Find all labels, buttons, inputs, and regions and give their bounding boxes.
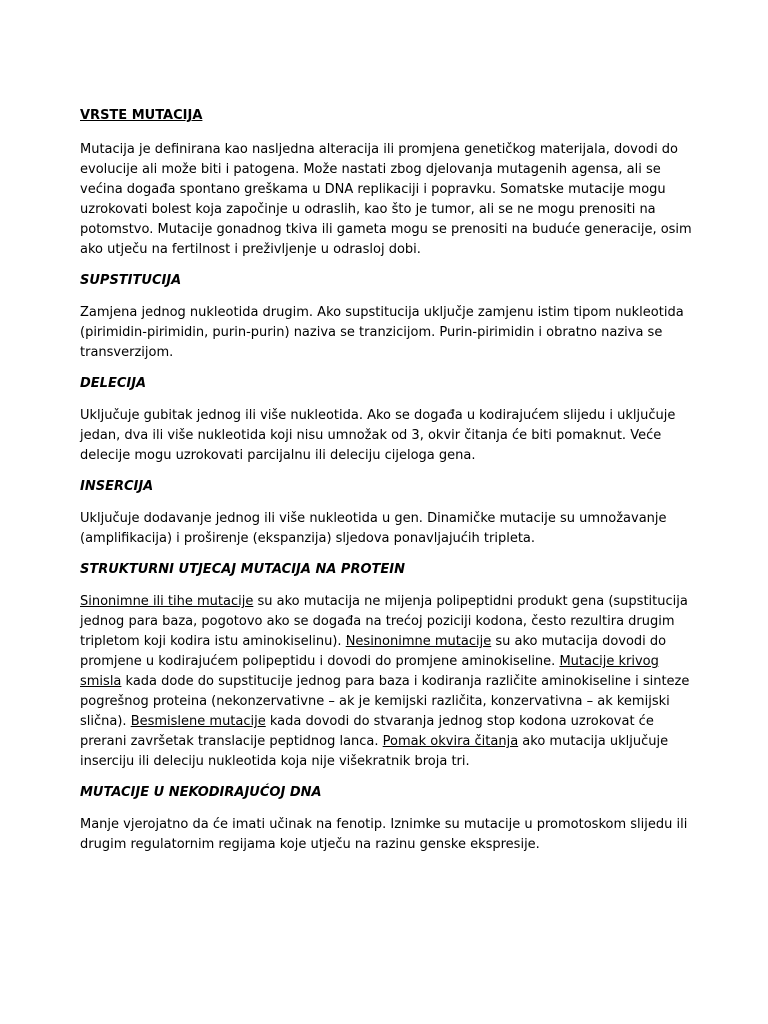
strukturni-text-3: kada dode do supstitucije jednog para baza i kodiranja različite aminokiseline i sinteze pogrešnog proteina (nekonzervativne – ak je kemijski različita, konzervativna – ak kemijski slična). — [80, 674, 690, 729]
term-besmislene: Besmislene mutacije — [130, 714, 266, 729]
heading-insercija: INSERCIJA — [80, 479, 154, 494]
term-sinonimne: Sinonimne ili tihe mutacije — [80, 594, 254, 609]
heading-nekodirajuca-dna: MUTACIJE U NEKODIRAJUĆOJ DNA — [80, 785, 322, 800]
strukturni-text-5: ako mutacija uključuje inserciju ili deleciju nukleotida koja nije višekratnik broja tri. — [80, 734, 669, 769]
heading-strukturni-utjecaj: STRUKTURNI UTJECAJ MUTACIJA NA PROTEIN — [80, 562, 405, 577]
term-nesinonimne: Nesinonimne mutacije — [345, 634, 492, 649]
strukturni-text-1: su ako mutacija ne mijenja polipeptidni produkt gena (supstitucija jednog para baza, pogotovo ako se događa na trećoj poziciji kodona, često rezultira drugim tripletom koji kodira istu aminokiselinu). — [80, 594, 688, 649]
delecija-paragraph: Uključuje gubitak jednog ili više nukleotida. Ako se događa u kodirajućem slijedu i uključuje jedan, dva ili više nukleotida koji nisu umnožak od 3, okvir čitanja će biti pomaknut. Veće delecije mogu uzrokovati parcijalnu ili deleciju cijeloga gena. — [80, 408, 676, 463]
term-pomak-okvira: Pomak okvira čitanja — [382, 734, 519, 749]
heading-delecija: DELECIJA — [80, 376, 147, 391]
heading-supstitucija: SUPSTITUCIJA — [80, 273, 182, 288]
document-title: VRSTE MUTACIJA — [80, 108, 203, 123]
strukturni-text-4: kada dovodi do stvaranja jednog stop kodona uzrokovat će prerani završetak translacije peptidnog lanca. — [80, 714, 654, 749]
intro-paragraph: Mutacija je definirana kao nasljedna alteracija ili promjena genetičkog materijala, dovodi do evolucije ali može biti i patogena. Može nastati zbog djelovanja mutagenih agensa, ali se većina događa spontano greškama u DNA replikaciji i popravku. Somatske mutacije mogu uzrokovati bolest koja započinje u odraslih, kao što je tumor, ali se ne mogu prenositi na potomstvo. Mutacije gonadnog tkiva ili gameta mogu se prenositi na buduće generacije, osim ako utječu na fertilnost i preživljenje u odrasloj dobi. — [80, 142, 692, 257]
insercija-paragraph: Uključuje dodavanje jednog ili više nukleotida u gen. Dinamičke mutacije su umnožavanje (amplifikacija) i proširenje (ekspanzija) sljedova ponavljajućih tripleta. — [80, 511, 667, 546]
term-krivog-smisla: Mutacije krivog smisla — [80, 654, 659, 689]
supstitucija-paragraph: Zamjena jednog nukleotida drugim. Ako supstitucija uključje zamjenu istim tipom nukleotida (pirimidin-pirimidin, purin-purin) naziva se tranzicijom. Purin-pirimidin i obratno naziva se transverzijom. — [80, 305, 684, 360]
strukturni-text-2: su ako mutacija dovodi do promjene u kodirajućem polipeptidu i dovodi do promjene aminokiseline. — [80, 634, 667, 669]
strukturni-paragraph — [80, 592, 698, 772]
nekodirajuca-paragraph: Manje vjerojatno da će imati učinak na fenotip. Iznimke su mutacije u promotoskom slijedu ili drugim regulatornim regijama koje utječu na razinu genske ekspresije. — [80, 817, 688, 852]
